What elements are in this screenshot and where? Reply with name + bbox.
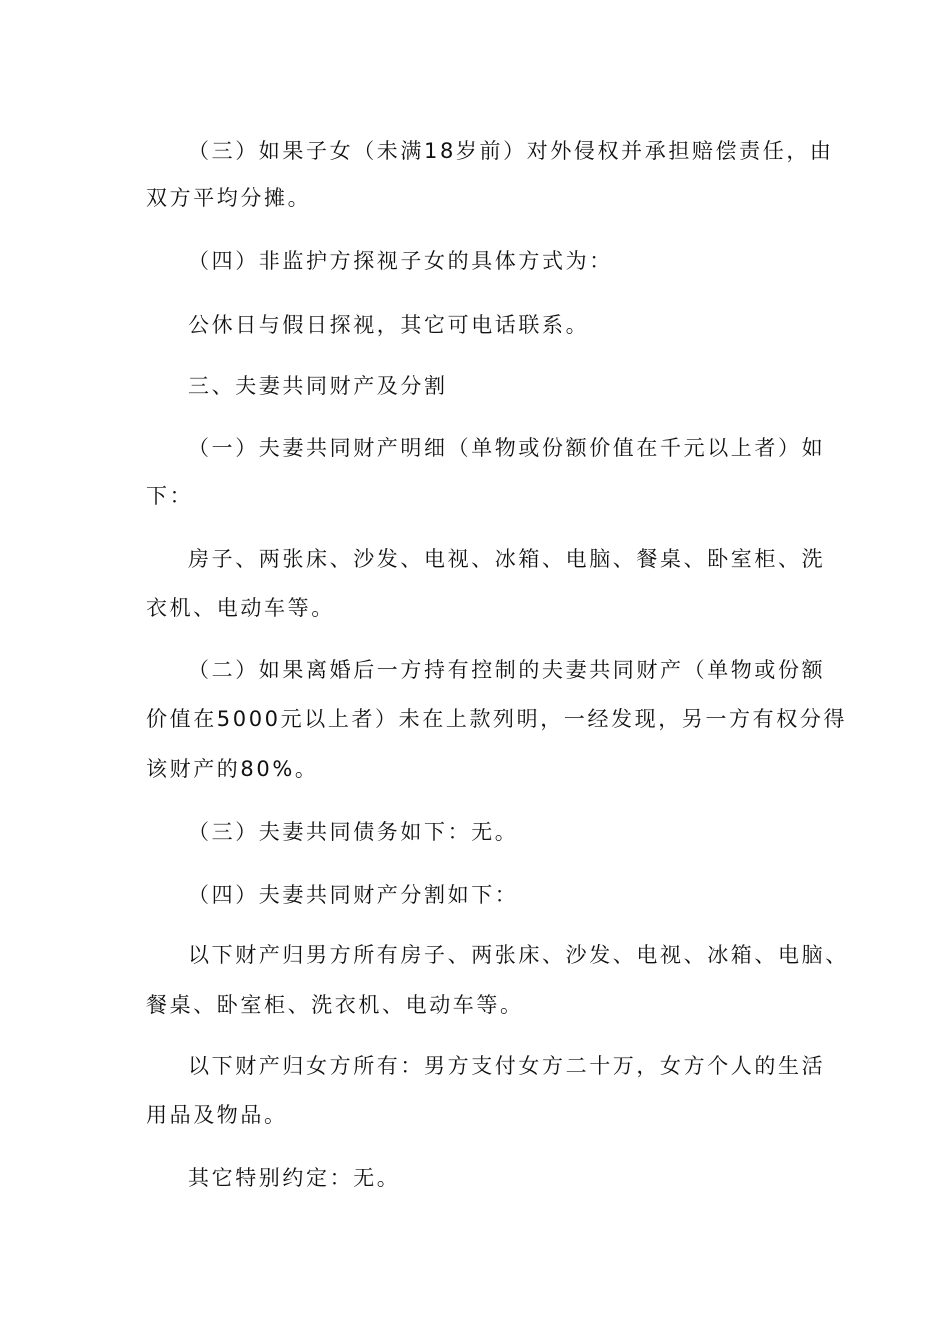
text-line: 双方平均分摊。 <box>146 186 312 210</box>
text-line: 下： <box>146 484 194 508</box>
text-line: 其它特别约定：无。 <box>188 1166 401 1190</box>
section-heading: 三、夫妻共同财产及分割 <box>188 374 448 398</box>
text-line: （二）如果离婚后一方持有控制的夫妻共同财产（单物或份额 <box>188 658 826 682</box>
text-line: 公休日与假日探视，其它可电话联系。 <box>188 313 590 337</box>
text-line: （四）夫妻共同财产分割如下： <box>188 883 519 907</box>
text-line: 以下财产归女方所有：男方支付女方二十万，女方个人的生活 <box>188 1054 826 1078</box>
text-line: 用品及物品。 <box>146 1103 288 1127</box>
text-line: 价值在5000元以上者）未在上款列明，一经发现，另一方有权分得 <box>146 707 848 731</box>
text-line: （三）夫妻共同债务如下：无。 <box>188 820 519 844</box>
text-line: 餐桌、卧室柜、洗衣机、电动车等。 <box>146 993 524 1017</box>
text-line: （四）非监护方探视子女的具体方式为： <box>188 249 613 273</box>
text-line: 该财产的80%。 <box>146 757 319 781</box>
text-line: （一）夫妻共同财产明细（单物或份额价值在千元以上者）如 <box>188 436 826 460</box>
text-line: （三）如果子女（未满18岁前）对外侵权并承担赔偿责任，由 <box>188 139 834 163</box>
text-line: 房子、两张床、沙发、电视、冰箱、电脑、餐桌、卧室柜、洗 <box>188 547 826 571</box>
text-line: 衣机、电动车等。 <box>146 596 335 620</box>
text-line: 以下财产归男方所有房子、两张床、沙发、电视、冰箱、电脑、 <box>188 943 849 967</box>
